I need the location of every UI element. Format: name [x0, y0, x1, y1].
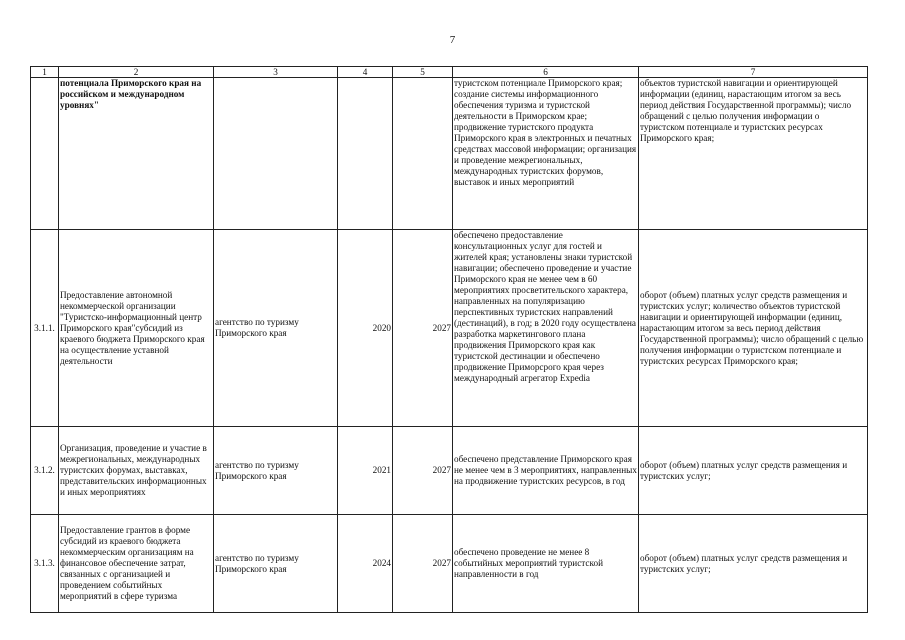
activity-name: потенциала Приморского края на российском и международном уровнях": [59, 78, 214, 230]
page-number: 7: [449, 34, 456, 46]
activity-name: Предоставление грантов в форме субсидий из краевого бюджета некоммерческим организациям на финансовое обеспечение затрат, связанных с организацией и проведением событийных мероприятий в сфере туризма: [59, 515, 214, 613]
start-year: 2021: [338, 427, 393, 515]
executor: [214, 78, 338, 230]
row-id: [31, 78, 59, 230]
column-header: 4: [338, 67, 393, 78]
indicators: оборот (объем) платных услуг средств размещения и туристских услуг;: [639, 515, 868, 613]
column-header: 1: [31, 67, 59, 78]
indicators: объектов туристской навигации и ориентирующей информации (единиц, нарастающим итогом за весь период действия Государственной программы); число обращений с целью получения информации о туристском потенциале и туристских ресурсах Приморского края;: [639, 78, 868, 230]
table-row: [31, 427, 868, 515]
start-year: 2020: [338, 230, 393, 427]
executor: агентство по туризму Приморского края: [214, 515, 338, 613]
executor: агентство по туризму Приморского края: [214, 230, 338, 427]
table-row: [31, 230, 868, 427]
activity-name: Предоставление автономной некоммерческой организации "Туристско-информационный центр Приморского края"субсидий из краевого бюджета Приморского края на осуществление уставной деятельности: [59, 230, 214, 427]
column-header: 2: [59, 67, 214, 78]
end-year: 2027: [393, 230, 453, 427]
column-header-row: [31, 67, 868, 78]
end-year: 2027: [393, 427, 453, 515]
indicators: оборот (объем) платных услуг средств размещения и туристских услуг;: [639, 427, 868, 515]
executor: агентство по туризму Приморского края: [214, 427, 338, 515]
column-header: 6: [453, 67, 639, 78]
table-row: [31, 78, 868, 230]
column-header: 7: [639, 67, 868, 78]
row-id: 3.1.1.: [31, 230, 59, 427]
start-year: [338, 78, 393, 230]
end-year: 2027: [393, 515, 453, 613]
end-year: [393, 78, 453, 230]
expected-result: туристском потенциале Приморского края; создание системы информационного обеспечения туризма и туристской деятельности в Приморском крае; продвижение туристского продукта Приморского края в электронных и печатных средствах массовой информации; организация и проведение межрегиональных, международных туристских форумов, выставок и иных мероприятий: [453, 78, 639, 230]
column-header: 3: [214, 67, 338, 78]
row-id: 3.1.2.: [31, 427, 59, 515]
row-id: 3.1.3.: [31, 515, 59, 613]
table-row: [31, 515, 868, 613]
column-header: 5: [393, 67, 453, 78]
expected-result: обеспечено предоставление консультационных услуг для гостей и жителей края; установлены знаки туристской навигации; обеспечено проведение и участие Приморского края не менее чем в 60 мероприятиях просветительского характера, направленных на популяризацию перспективных туристских направлений (дестинаций), в год; в 2020 году осуществлена разработка маркетингового плана продвижения Приморского края как туристской дестинации и обеспечено продвижение Приморсрого края через международный агрегатор Expedia: [453, 230, 639, 427]
expected-result: обеспечено проведение не менее 8 событийных мероприятий туристской направленности в год: [453, 515, 639, 613]
expected-result: обеспечено представление Приморского края не менее чем в 3 мероприятиях, направленных на продвижение туристских ресурсов, в год: [453, 427, 639, 515]
activity-name: Организация, проведение и участие в межрегиональных, международных туристских форумах, выставках, представительских информационных и иных мероприятиях: [59, 427, 214, 515]
indicators: оборот (объем) платных услуг средств размещения и туристских услуг; количество объектов туристской навигации и ориентирующей информации (единиц, нарастающим итогом за весь период действия Государственной программы); число обращений с целью получения информации о туристском потенциале и туристских ресурсах Приморского края;: [639, 230, 868, 427]
program-activities-table: [30, 66, 868, 613]
start-year: 2024: [338, 515, 393, 613]
